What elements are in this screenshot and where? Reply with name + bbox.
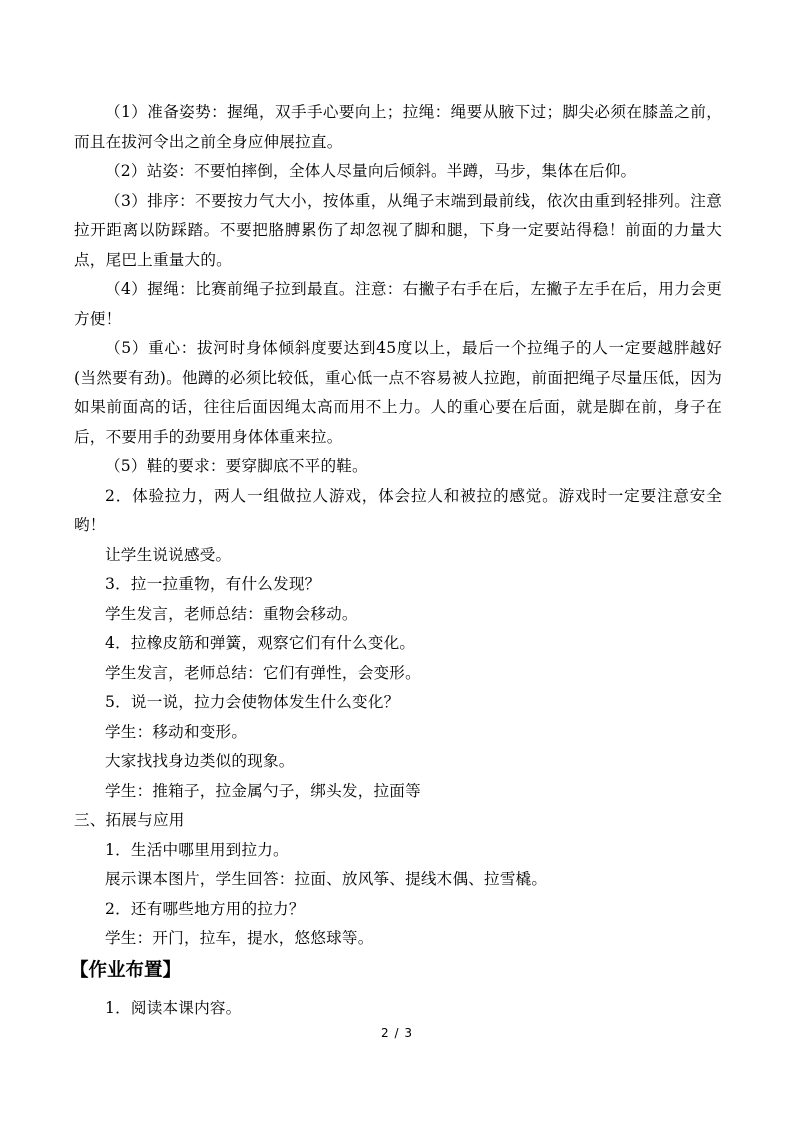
paragraph: 5．说一说，拉力会使物体发生什么变化？ <box>105 693 400 711</box>
homework-list <box>74 994 722 1024</box>
paragraph: （5）重心：拔河时身体倾斜度要达到45度以上，最后一个拉绳子的人一定要越胖越好(当然要有劲)。他蹲的必须比较低，重心低一点不容易被人拉跑，前面把绳子尽量压低，因为如果前面高的话，往往后面因绳太高而用不上力。人的重心要在后面，就是脚在前，身子在后，不要用手的劲要用身体体重来拉。 <box>74 339 722 446</box>
lesson-steps <box>74 98 722 954</box>
paragraph: 让学生说说感受。 <box>105 545 232 564</box>
document-body <box>70 98 722 1023</box>
paragraph: （5）鞋的要求：要穿脚底不平的鞋。 <box>105 457 368 475</box>
paragraph: 学生发言，老师总结：它们有弹性，会变形。 <box>105 663 421 682</box>
paragraph: （1）准备姿势：握绳，双手手心要向上；拉绳：绳要从腋下过；脚尖必须在膝盖之前，而且在拔河令出之前全身应伸展拉直。 <box>74 103 722 151</box>
paragraph: 学生：移动和变形。 <box>105 722 248 741</box>
paragraph: 2．还有哪些地方用的拉力？ <box>105 899 305 918</box>
paragraph: （4）握绳：比赛前绳子拉到最直。注意：右撇子右手在后，左撇子左手在后，用力会更方便！ <box>74 280 722 328</box>
paragraph: 三、拓展与应用 <box>74 811 185 829</box>
paragraph: 3．拉一拉重物，有什么发现？ <box>105 575 321 593</box>
paragraph: 4．拉橡皮筋和弹簧，观察它们有什么变化。 <box>105 634 416 652</box>
paragraph: 学生：开门，拉车，提水，悠悠球等。 <box>105 929 374 947</box>
paragraph: （2）站姿：不要怕摔倒，全体人尽量向后倾斜。半蹲，马步，集体在后仰。 <box>105 162 637 180</box>
paragraph: （3）排序：不要按力气大小，按体重，从绳子末端到最前线，依次由重到轻排列。注意拉开距离以防踩踏。不要把胳膊累伤了却忽视了脚和腿，下身一定要站得稳！前面的力量大点，尾巴上重量大的。 <box>74 191 722 269</box>
paragraph: 学生：推箱子，拉金属勺子，绑头发，拉面等 <box>105 781 421 800</box>
paragraph: 展示课本图片，学生回答：拉面、放风筝、提线木偶、拉雪橇。 <box>105 870 548 888</box>
paragraph: 2．体验拉力，两人一组做拉人游戏，体会拉人和被拉的感觉。游戏时一定要注意安全哟！ <box>74 486 722 534</box>
paragraph: 1．阅读本课内容。 <box>105 998 242 1017</box>
paragraph: 大家找找身边类似的现象。 <box>105 752 295 770</box>
paragraph: 学生发言，老师总结：重物会移动。 <box>105 604 358 623</box>
paragraph: 1．生活中哪里用到拉力。 <box>105 840 289 859</box>
section-heading-homework: 【作业布置】 <box>70 959 182 981</box>
page-number: 2 / 3 <box>381 1026 413 1040</box>
